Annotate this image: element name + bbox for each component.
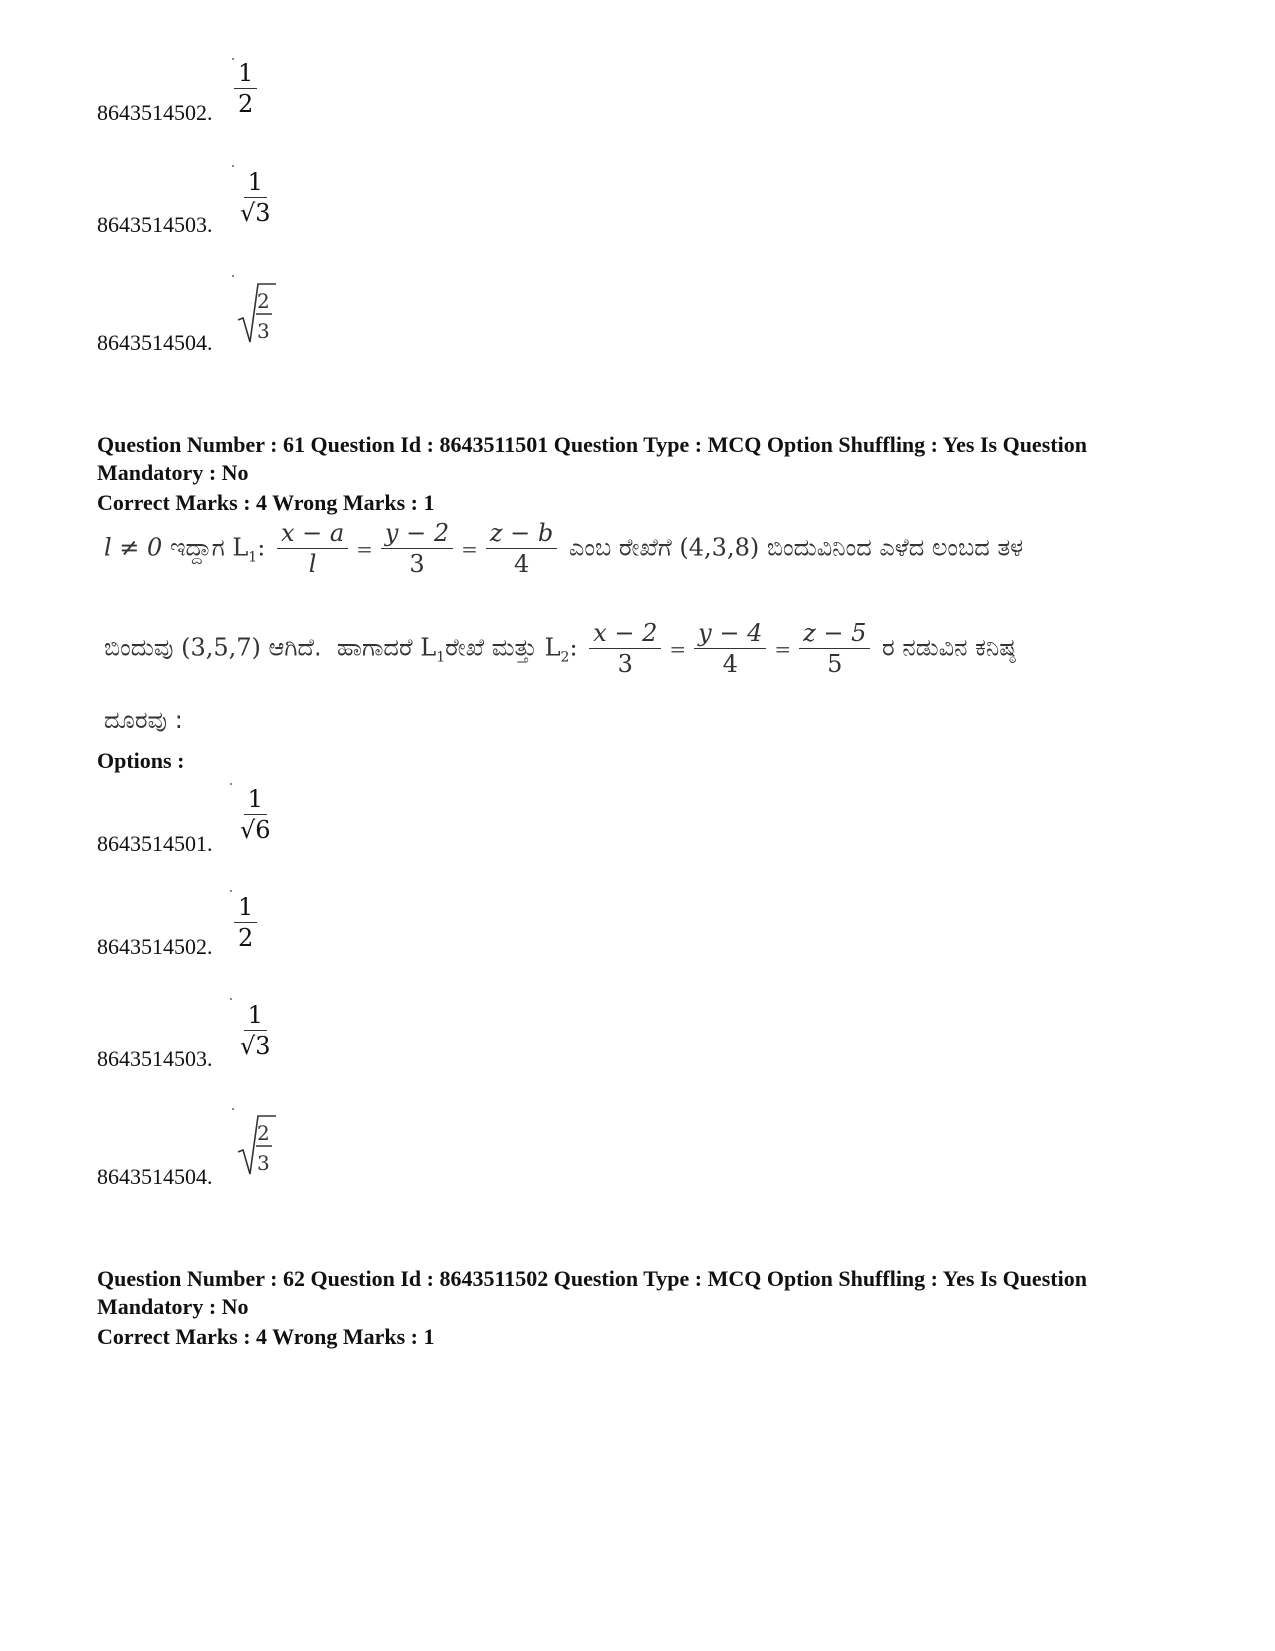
option-id: 8643514502.: [97, 100, 213, 125]
question-header: Question Number : 61 Question Id : 8643511501 Question Type : MCQ Option Shuffling : Yes Is Question Mandatory : No: [97, 432, 1087, 485]
option-id: 8643514503.: [97, 1046, 213, 1071]
option-math: $\frac{1}{√6}$: [240, 785, 271, 844]
option-math: $\frac{1}{2}$: [230, 58, 261, 119]
question-marks: Correct Marks : 4 Wrong Marks : 1: [97, 490, 435, 515]
option-id: 8643514502.: [97, 934, 213, 959]
options-label: Options :: [97, 748, 185, 773]
question-text-line-3: ದೂರವು :: [104, 706, 183, 734]
svg-text:2: 2: [257, 1121, 270, 1145]
option-math: $\frac{1}{2}$: [230, 892, 261, 953]
option-math-sqrt: [236, 1112, 278, 1185]
question-marks: Correct Marks : 4 Wrong Marks : 1: [97, 1324, 435, 1349]
svg-text:3: 3: [257, 319, 270, 343]
option-math-sqrt: [236, 280, 278, 353]
question-text-line-1: l ≠ 0 ಇದ್ದಾಗ $L_1$: $\frac{x - a}{l}$ = $\frac{y - 2}{3}$ = $\frac{z - b}{4}$ ಎಂಬ ರೇಖೆಗೆ (4,3,8) ಬಿಂದುವಿನಿಂದ ಎಳೆದ ಲಂಬದ ತಳ: [104, 519, 1024, 578]
option-id: 8643514504.: [97, 330, 213, 355]
svg-text:2: 2: [257, 289, 270, 313]
question-text-line-2: ಬಿಂದುವು (3,5,7) ಆಗಿದೆ. ಹಾಗಾದರೆ $L_1ರೇಖೆ$ ಮತ್ತು $L_2$: $\frac{x - 2}{3}$ = $\frac{y - 4}{4}$ = $\frac{z - 5}{5}$ ರ ನಡುವಿನ ಕನಿಷ್ಠ: [104, 619, 1016, 678]
svg-text:3: 3: [257, 1151, 270, 1175]
sqrt-fraction-icon: [236, 1112, 278, 1180]
option-id: 8643514501.: [97, 831, 213, 856]
option-id: 8643514503.: [97, 212, 213, 237]
sqrt-fraction-icon: [236, 280, 278, 348]
option-id: 8643514504.: [97, 1164, 213, 1189]
question-header: Question Number : 62 Question Id : 8643511502 Question Type : MCQ Option Shuffling : Yes Is Question Mandatory : No: [97, 1266, 1087, 1319]
option-math: $\frac{1}{√3}$: [240, 1001, 271, 1060]
option-math: $\frac{1}{√3}$: [240, 168, 271, 227]
